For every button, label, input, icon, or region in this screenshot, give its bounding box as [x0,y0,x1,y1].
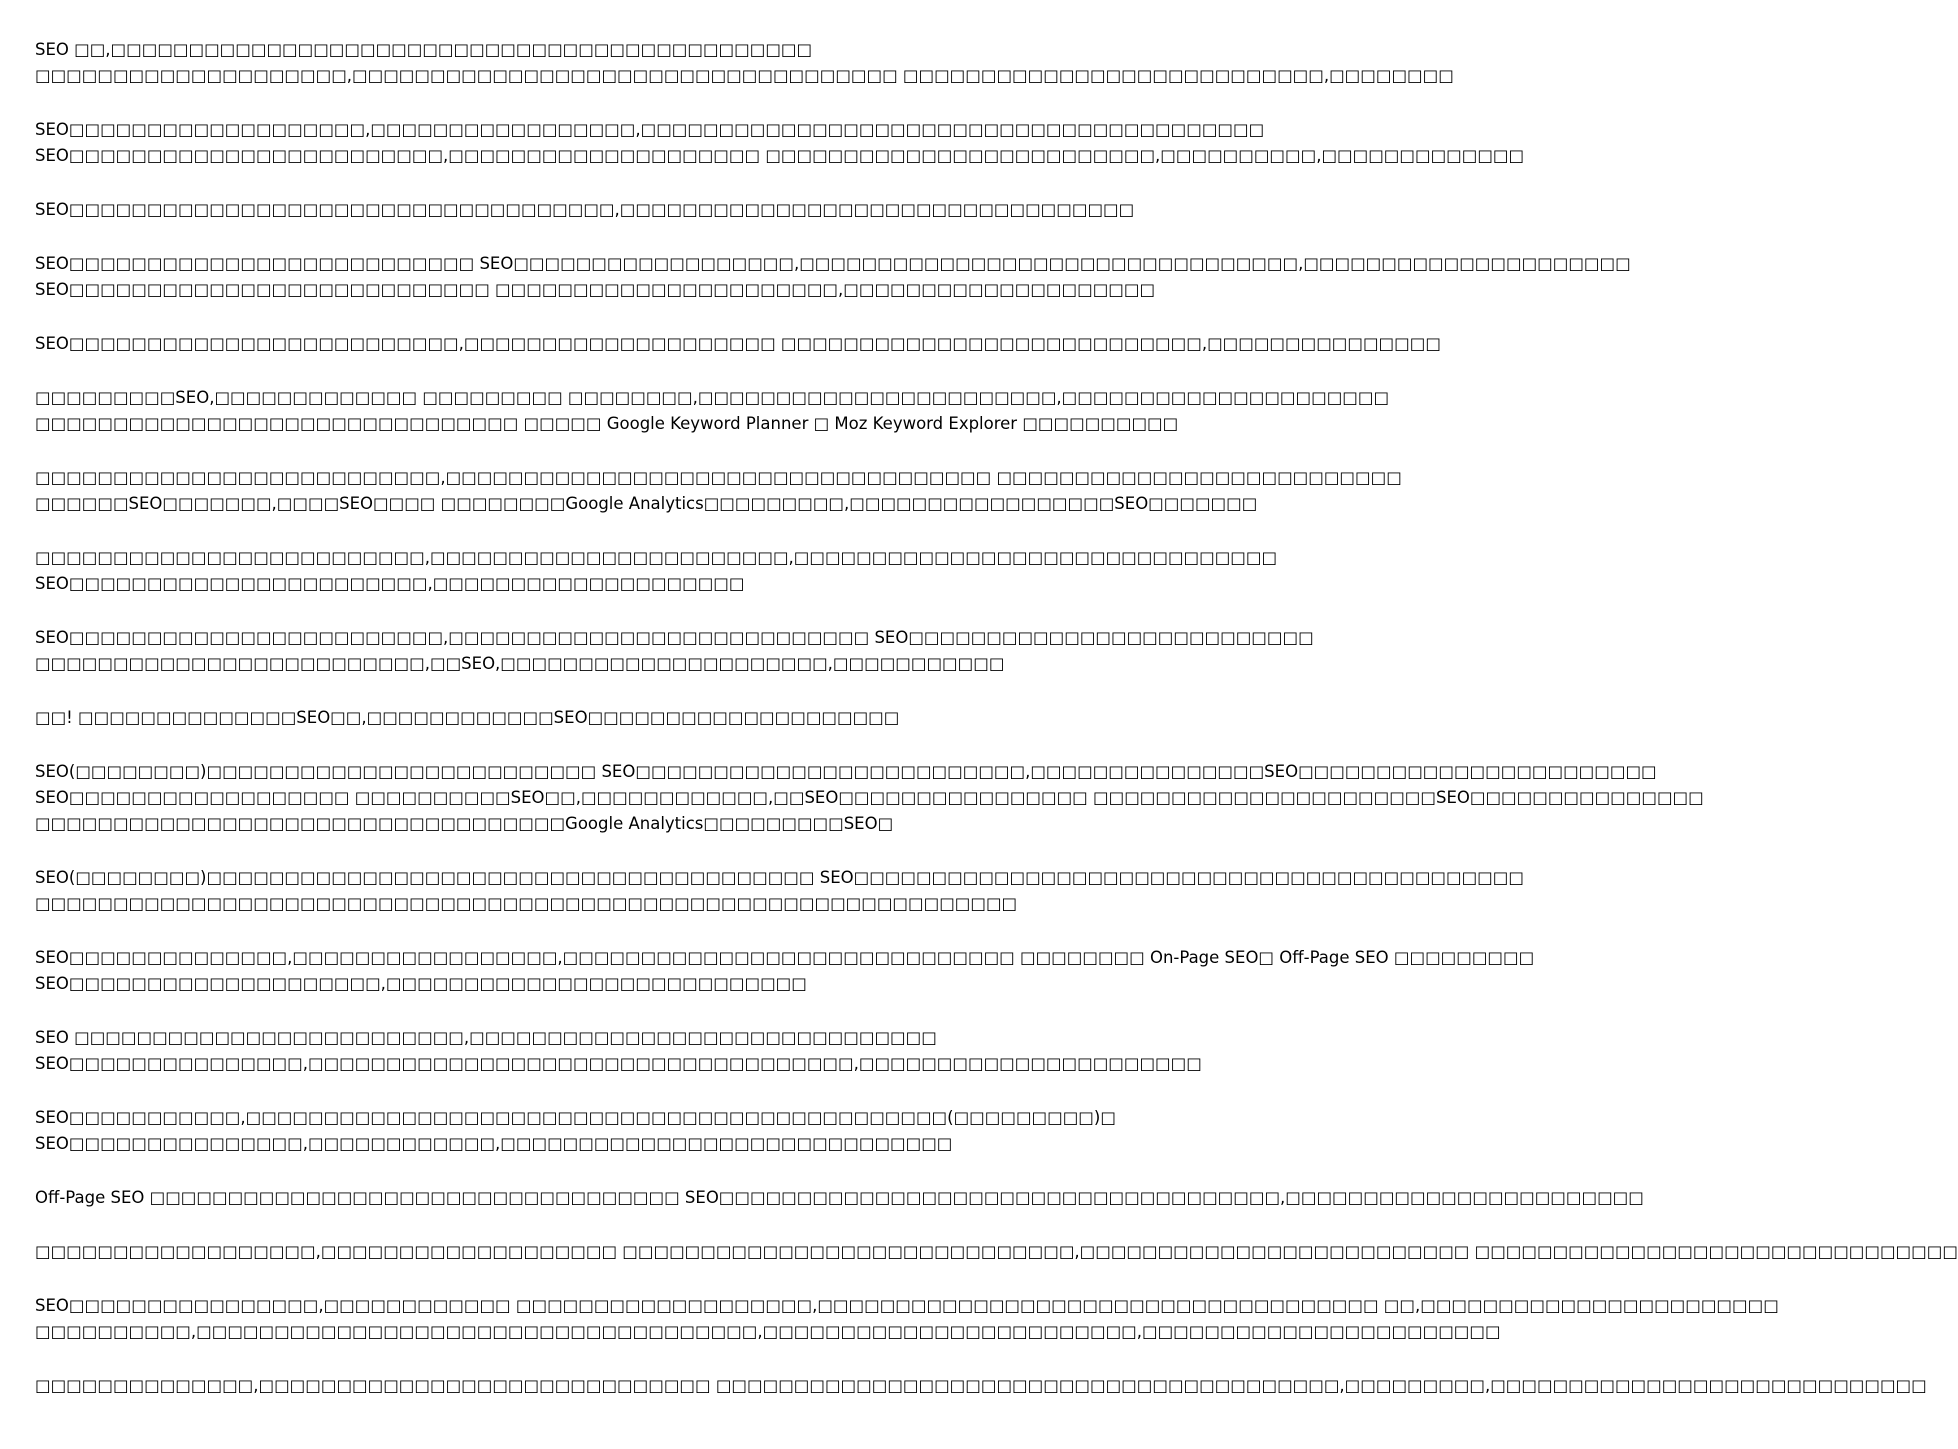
paragraph-line: SEO□□□□□□□□□□□□□□□□□□□□,□□□□□□□□□□□□□□□□□□□□□□□□□□□ [35,974,807,993]
paragraph [35,1025,1202,1077]
paragraph-line: □□! □□□□□□□□□□□□□□SEO□□,□□□□□□□□□□□□SEO□□□□□□□□□□□□□□□□□□□□ [35,708,900,727]
paragraph [35,1185,1644,1211]
paragraph [35,625,1314,677]
paragraph-line: □□□□□□□□□□□□□□,□□□□□□□□□□□□□□□□□□□□□□□□□□□□□ □□□□□□□□□□□□□□□□□□□□□□□□□□□□□□□□□□□□□□□□,□□□□□□□□□,□□□□□□□□□□□□□□□□□□□□□□□□□□□□ [35,1376,1927,1395]
paragraph [35,945,1535,997]
paragraph-line: SEO □□,□□□□□□□□□□□□□□□□□□□□□□□□□□□□□□□□□□□□□□□□□□□□□ [35,40,813,59]
paragraph [35,759,1704,837]
paragraph-line: □□□□□□□□□□□□□□□□□□□□□□□□□□□□□□□ □□□□□ Google Keyword Planner □ Moz Keyword Explorer □□□□□□□□□□ [35,414,1179,433]
paragraph [35,1373,1927,1399]
paragraph [35,1293,1779,1345]
paragraph-line: SEO□□□□□□□□□□□□□□□□□□□□□□□□,□□□□□□□□□□□□□□□□□□□□□□□□□□□ SEO□□□□□□□□□□□□□□□□□□□□□□□□□□ [35,628,1314,647]
paragraph [35,465,1402,517]
paragraph [35,37,1454,89]
paragraph [35,251,1631,303]
paragraph [35,1105,1116,1157]
paragraph-line: SEO□□□□□□□□□□□□□□□□□□□□□□□□,□□□□□□□□□□□□□□□□□□□□ □□□□□□□□□□□□□□□□□□□□□□□□□,□□□□□□□□□□,□□□□□□□□□□□□□ [35,146,1525,165]
paragraph [35,865,1524,917]
paragraph [35,705,988,731]
paragraph [35,197,1135,223]
paragraph-line: SEO□□□□□□□□□□□□□□□□□□□□□□□,□□□□□□□□□□□□□□□□□□□□ [35,574,745,593]
paragraph-line: Off-Page SEO □□□□□□□□□□□□□□□□□□□□□□□□□□□□□□□□□□ SEO□□□□□□□□□□□□□□□□□□□□□□□□□□□□□□□□□□□□,□□□□□□□□□□□□□□□□□□□□□□□ [35,1188,1644,1207]
paragraph-line: □□□□□□□□□□□□□□□□□□□□□□□□□□□□□□□□□□Google Analytics□□□□□□□□□SEO□ [35,814,894,833]
paragraph-line: SEO□□□□□□□□□□□□□□□□□□ □□□□□□□□□□SEO□□,□□□□□□□□□□□□,□□SEO□□□□□□□□□□□□□□□□ □□□□□□□□□□□□□□□□□□□□□□SEO□□□□□□□□□□□□□□□ [35,788,1704,807]
paragraph-line: □□□□□□□□□□,□□□□□□□□□□□□□□□□□□□□□□□□□□□□□□□□□□□□,□□□□□□□□□□□□□□□□□□□□□□□□,□□□□□□□□□□□□□□□□□□□□□□□ [35,1322,1501,1341]
paragraph-line: SEO□□□□□□□□□□□,□□□□□□□□□□□□□□□□□□□□□□□□□□□□□□□□□□□□□□□□□□□□□(□□□□□□□□□)□ [35,1108,1116,1127]
paragraph-line: SEO□□□□□□□□□□□□□□□□□□□□□□□□□□□ □□□□□□□□□□□□□□□□□□□□□□,□□□□□□□□□□□□□□□□□□□□ [35,280,1156,299]
paragraph-line: SEO□□□□□□□□□□□□□□□,□□□□□□□□□□□□□□□□□□□□□□□□□□□□□□□□□□□,□□□□□□□□□□□□□□□□□□□□□□ [35,1054,1202,1073]
paragraph [35,545,1278,597]
paragraph-line: □□□□□□□□□□□□□□□□□□□□□□□□□□,□□□□□□□□□□□□□□□□□□□□□□□□□□□□□□□□□□□ □□□□□□□□□□□□□□□□□□□□□□□□□□ [35,468,1402,487]
paragraph [35,331,1441,357]
paragraph-line: SEO□□□□□□□□□□□□□□□□,□□□□□□□□□□□□ □□□□□□□□□□□□□□□□□□□,□□□□□□□□□□□□□□□□□□□□□□□□□□□□□□□□□□□□ □□,□□□□□□□□□□□□□□□□□□□□□□□ [35,1296,1779,1315]
paragraph [35,385,1390,437]
paragraph [35,1239,1958,1265]
paragraph-line: □□□□□□□□□□□□□□□□□□,□□□□□□□□□□□□□□□□□□□ □□□□□□□□□□□□□□□□□□□□□□□□□□□□□,□□□□□□□□□□□□□□□□□□□□□□□□□ □□□□□□□□□□□□□□□□□□□□□□□□□□□□□□□ [35,1242,1958,1261]
paragraph-line: SEO□□□□□□□□□□□□□□□□□□□□□□□□□,□□□□□□□□□□□□□□□□□□□□ □□□□□□□□□□□□□□□□□□□□□□□□□□□,□□□□□□□□□□□□□□□ [35,334,1441,353]
paragraph-line: SEO□□□□□□□□□□□□□□□□□□□□□□□□□□□□□□□□□□□,□□□□□□□□□□□□□□□□□□□□□□□□□□□□□□□□□ [35,200,1135,219]
paragraph-line: □□□□□□□□□□□□□□□□□□□□□□□□□,□□SEO,□□□□□□□□□□□□□□□□□□□□□,□□□□□□□□□□□ [35,654,1005,673]
paragraph-line: □□□□□□□□□□□□□□□□□□□□□□□□□,□□□□□□□□□□□□□□□□□□□□□□□,□□□□□□□□□□□□□□□□□□□□□□□□□□□□□□□ [35,548,1278,567]
paragraph-line: □□□□□□SEO□□□□□□□,□□□□SEO□□□□ □□□□□□□□Google Analytics□□□□□□□□□,□□□□□□□□□□□□□□□□□SEO□□□□□□□ [35,494,1258,513]
paragraph-line: SEO □□□□□□□□□□□□□□□□□□□□□□□□□,□□□□□□□□□□□□□□□□□□□□□□□□□□□□□□ [35,1028,937,1047]
paragraph-line: SEO(□□□□□□□□)□□□□□□□□□□□□□□□□□□□□□□□□□ SEO□□□□□□□□□□□□□□□□□□□□□□□□□,□□□□□□□□□□□□□□□SEO□□□□□□□□□□□□□□□□□□□□□□□ [35,762,1657,781]
paragraph-line: □□□□□□□□□SEO,□□□□□□□□□□□□□ □□□□□□□□□ □□□□□□□□,□□□□□□□□□□□□□□□□□□□□□□□,□□□□□□□□□□□□□□□□□□□□□ [35,388,1390,407]
paragraph-line: SEO□□□□□□□□□□□□□□□,□□□□□□□□□□□□,□□□□□□□□□□□□□□□□□□□□□□□□□□□□□ [35,1134,953,1153]
paragraph-line: SEO□□□□□□□□□□□□□□□□□□□,□□□□□□□□□□□□□□□□□,□□□□□□□□□□□□□□□□□□□□□□□□□□□□□□□□□□□□□□□□ [35,120,1265,139]
paragraph [35,117,1525,169]
paragraph-line: SEO(□□□□□□□□)□□□□□□□□□□□□□□□□□□□□□□□□□□□□□□□□□□□□□□□ SEO□□□□□□□□□□□□□□□□□□□□□□□□□□□□□□□□□□□□□□□□□□□ [35,868,1524,887]
paragraph-line: □□□□□□□□□□□□□□□□□□□□□□□□□□□□□□□□□□□□□□□□□□□□□□□□□□□□□□□□□□□□□□□ [35,894,1018,913]
paragraph-line: SEO□□□□□□□□□□□□□□□□□□□□□□□□□□ SEO□□□□□□□□□□□□□□□□□□,□□□□□□□□□□□□□□□□□□□□□□□□□□□□□□□□,□□□□□□□□□□□□□□□□□□□□□ [35,254,1631,273]
paragraph-line: SEO□□□□□□□□□□□□□□,□□□□□□□□□□□□□□□□□,□□□□□□□□□□□□□□□□□□□□□□□□□□□□□ □□□□□□□□ On-Page SEO□ Off-Page SEO □□□□□□□□□ [35,948,1535,967]
paragraph-line: □□□□□□□□□□□□□□□□□□□□,□□□□□□□□□□□□□□□□□□□□□□□□□□□□□□□□□□□ □□□□□□□□□□□□□□□□□□□□□□□□□□□,□□□□□□□□ [35,66,1454,85]
